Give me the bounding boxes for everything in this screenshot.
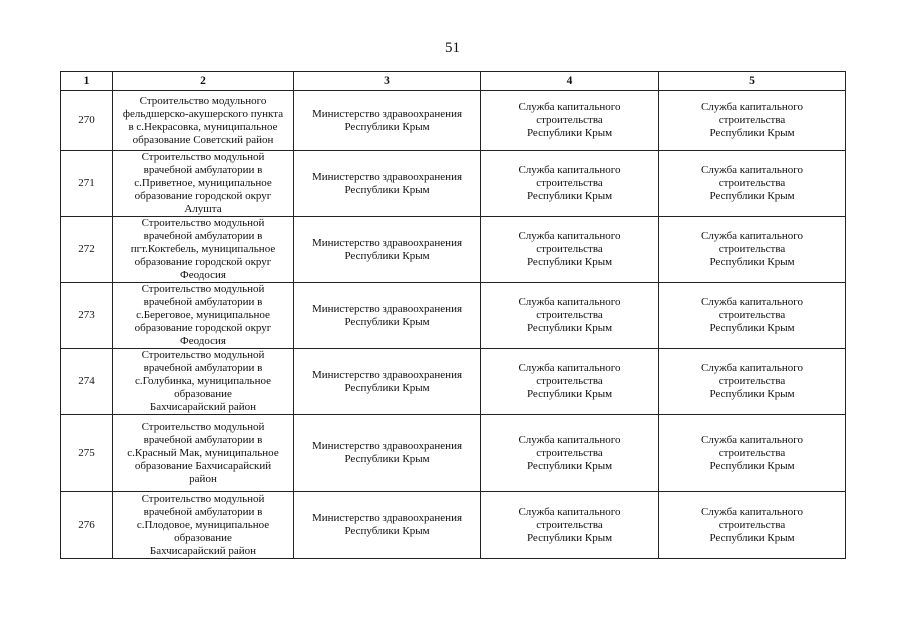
object-cell: Строительство модульной врачебной амбулатории в с.Береговое, муниципальное образование городской округ Феодосия	[113, 283, 294, 349]
table-header-row	[61, 72, 846, 91]
header-col-2: 2	[113, 72, 294, 91]
object-cell: Строительство модульной врачебной амбулатории в пгт.Коктебель, муниципальное образование городской округ Феодосия	[113, 217, 294, 283]
service-cell-col4: Служба капитального строительства Республики Крым	[481, 415, 659, 492]
service-cell-col4: Служба капитального строительства Республики Крым	[481, 283, 659, 349]
table-row	[61, 283, 846, 349]
service-cell-col4: Служба капитального строительства Республики Крым	[481, 91, 659, 151]
ministry-cell: Министерство здравоохранения Республики Крым	[294, 91, 481, 151]
service-cell-col4: Служба капитального строительства Республики Крым	[481, 151, 659, 217]
ministry-cell: Министерство здравоохранения Республики Крым	[294, 492, 481, 559]
object-cell: Строительство модульной врачебной амбулатории в с.Плодовое, муниципальное образование Бахчисарайский район	[113, 492, 294, 559]
table-row	[61, 492, 846, 559]
page-number: 51	[445, 40, 460, 56]
ministry-cell: Министерство здравоохранения Республики Крым	[294, 217, 481, 283]
header-col-3: 3	[294, 72, 481, 91]
document-table	[60, 71, 846, 559]
service-cell-col5: Служба капитального строительства Республики Крым	[659, 492, 846, 559]
row-number: 271	[61, 151, 113, 217]
header-col-5: 5	[659, 72, 846, 91]
table-body	[61, 91, 846, 559]
row-number: 274	[61, 349, 113, 415]
object-cell: Строительство модульной врачебной амбулатории в с.Красный Мак, муниципальное образование Бахчисарайский район	[113, 415, 294, 492]
service-cell-col5: Служба капитального строительства Республики Крым	[659, 415, 846, 492]
service-cell-col4: Служба капитального строительства Республики Крым	[481, 492, 659, 559]
service-cell-col4: Служба капитального строительства Республики Крым	[481, 349, 659, 415]
service-cell-col5: Служба капитального строительства Республики Крым	[659, 151, 846, 217]
service-cell-col5: Служба капитального строительства Республики Крым	[659, 217, 846, 283]
service-cell-col5: Служба капитального строительства Республики Крым	[659, 283, 846, 349]
row-number: 276	[61, 492, 113, 559]
object-cell: Строительство модульной врачебной амбулатории в с.Голубинка, муниципальное образование Бахчисарайский район	[113, 349, 294, 415]
table-row	[61, 217, 846, 283]
table-row	[61, 91, 846, 151]
row-number: 273	[61, 283, 113, 349]
header-col-1: 1	[61, 72, 113, 91]
row-number: 275	[61, 415, 113, 492]
ministry-cell: Министерство здравоохранения Республики Крым	[294, 283, 481, 349]
table-row	[61, 415, 846, 492]
service-cell-col5: Служба капитального строительства Республики Крым	[659, 91, 846, 151]
service-cell-col5: Служба капитального строительства Республики Крым	[659, 349, 846, 415]
table-row	[61, 349, 846, 415]
row-number: 272	[61, 217, 113, 283]
object-cell: Строительство модульного фельдшерско-акушерского пункта в с.Некрасовка, муниципальное образование Советский район	[113, 91, 294, 151]
object-cell: Строительство модульной врачебной амбулатории в с.Приветное, муниципальное образование городской округ Алушта	[113, 151, 294, 217]
service-cell-col4: Служба капитального строительства Республики Крым	[481, 217, 659, 283]
ministry-cell: Министерство здравоохранения Республики Крым	[294, 349, 481, 415]
ministry-cell: Министерство здравоохранения Республики Крым	[294, 151, 481, 217]
row-number: 270	[61, 91, 113, 151]
header-col-4: 4	[481, 72, 659, 91]
table-row	[61, 151, 846, 217]
ministry-cell: Министерство здравоохранения Республики Крым	[294, 415, 481, 492]
